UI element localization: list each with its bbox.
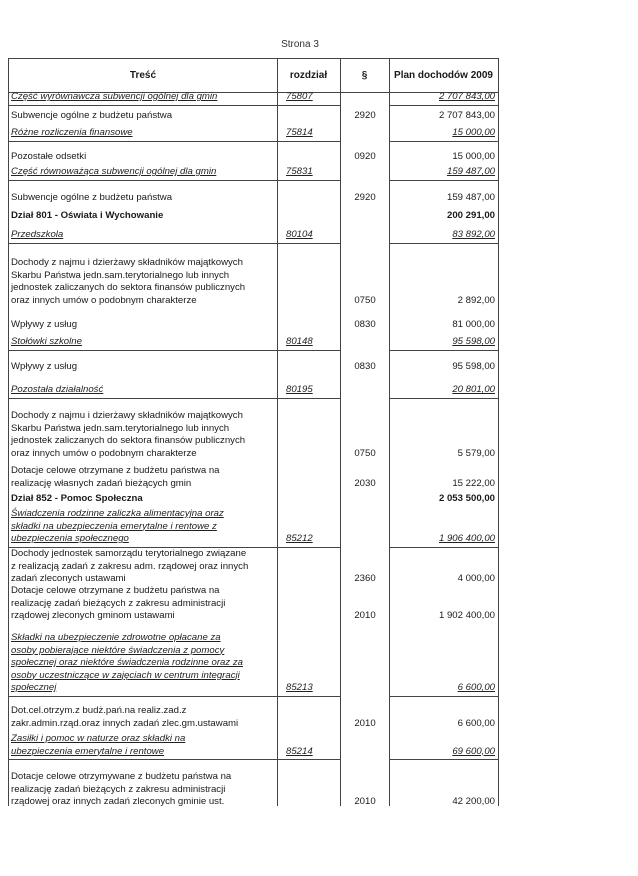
paragraf-code: 2010 [354, 717, 376, 729]
tresc-text: Dochody jednostek samorządu terytorialnego związane [11, 548, 247, 559]
rozdzial-code: 75831 [286, 166, 313, 177]
tresc-text: Świadczenia rodzinne zaliczka alimentacyjna oraz [11, 508, 224, 519]
tresc-text: Wpływy z usług [11, 361, 78, 372]
budget-table [8, 58, 499, 806]
plan-amount: 20 801,00 [452, 384, 495, 395]
plan-amount: 2 707 843,00 [438, 91, 495, 102]
row-rule [9, 180, 277, 181]
row-rule [9, 105, 277, 106]
plan-amount: 1 902 400,00 [438, 610, 495, 621]
tresc-text: Dotacje celowe otrzymywane z budżetu państwa na [11, 771, 232, 782]
tresc-text: Skarbu Państwa jedn.sam.terytorialnego lub innych [11, 269, 230, 281]
plan-amount: 2 053 500,00 [438, 493, 495, 504]
plan-amount: 2 892,00 [457, 294, 495, 306]
row-rule [277, 243, 340, 244]
paragraf-code: 2360 [354, 573, 376, 584]
tresc-text: społecznej oraz niektóre świadczenia rodzinne oraz za [11, 657, 243, 668]
tresc-text: jednostek zaliczanych do sektora finansów publicznych [11, 282, 246, 293]
tresc-text: rządowej zleconych gminom ustawami [11, 610, 175, 621]
plan-amount: 5 579,00 [457, 447, 495, 459]
row-rule [389, 759, 498, 760]
row-rule [277, 547, 340, 548]
tresc-text: Dochody z najmu i dzierżawy składników majątkowych [11, 410, 243, 421]
rozdzial-code: 80104 [286, 229, 313, 240]
row-rule [9, 243, 277, 244]
row-rule [389, 180, 498, 181]
tresc-text: składki na ubezpieczenia emerytalne i rentowe z [11, 520, 217, 532]
row-rule [9, 141, 277, 142]
tresc-text: osoby pobierające niektóre świadczenia z pomocy [11, 644, 225, 656]
tresc-text: osoby uczestniczące w zajęciach w centrum integracji [11, 669, 240, 681]
header-paragraf: § [361, 70, 368, 81]
plan-amount: 6 600,00 [457, 682, 495, 693]
row-rule [389, 105, 498, 106]
header-tresc: Treść [129, 70, 157, 81]
tresc-text: Dział 852 - Pomoc Społeczna [11, 493, 143, 504]
row-rule [277, 350, 340, 351]
paragraf-code: 0830 [354, 319, 376, 330]
tresc-text: zakr.admin.rząd.oraz innych zadań zlec.gm.ustawami [11, 717, 239, 729]
row-rule [389, 547, 498, 548]
page-number: Strona 3 [281, 39, 319, 50]
paragraf-code: 2920 [354, 110, 376, 121]
tresc-text: ubezpieczenia emerytalne i rentowe [11, 745, 165, 757]
tresc-text: Skarbu Państwa jedn.sam.terytorialnego lub innych [11, 422, 230, 434]
row-rule [9, 696, 277, 697]
plan-amount: 95 598,00 [452, 336, 495, 347]
tresc-text: Dotacje celowe otrzymane z budżetu państwa na [11, 585, 220, 596]
table-header [9, 58, 498, 93]
plan-amount: 83 892,00 [452, 229, 495, 240]
plan-amount: 200 291,00 [446, 210, 495, 221]
rozdzial-code: 80195 [286, 384, 313, 395]
tresc-text: Część wyrównawcza subwencji ogólnej dla gmin [11, 91, 218, 102]
tresc-text: Zasiłki i pomoc w naturze oraz składki na [11, 733, 186, 744]
rozdzial-code: 85212 [286, 533, 313, 544]
tresc-text: rządowej oraz innych zadań zleconych gminie ust. [11, 796, 225, 807]
paragraf-code: 0750 [354, 294, 376, 306]
tresc-text: Przedszkola [11, 229, 64, 240]
row-rule [389, 141, 498, 142]
paragraf-code: 2920 [354, 192, 376, 203]
tresc-text: Subwencje ogólne z budżetu państwa [11, 110, 173, 121]
plan-amount: 42 200,00 [452, 796, 495, 807]
row-rule [9, 350, 277, 351]
plan-amount: 6 600,00 [457, 717, 495, 729]
row-rule [389, 243, 498, 244]
header-plan: Plan dochodów 2009 [394, 70, 493, 81]
plan-amount: 15 000,00 [452, 151, 495, 162]
row-rule [389, 398, 498, 399]
tresc-text: Pozostała działalność [11, 384, 104, 395]
tresc-text: realizację własnych zadań bieżących gmin [11, 477, 192, 489]
plan-amount: 15 222,00 [452, 477, 495, 489]
tresc-text: Część równoważąca subwencji ogólnej dla gmin [11, 166, 217, 177]
rozdzial-code: 85214 [286, 745, 313, 757]
plan-amount: 69 600,00 [452, 745, 495, 757]
plan-amount: 159 487,00 [446, 192, 495, 203]
tresc-text: Pozostałe odsetki [11, 151, 87, 162]
tresc-text: Wpływy z usług [11, 319, 78, 330]
row-rule [9, 759, 277, 760]
paragraf-code: 0920 [354, 151, 376, 162]
tresc-text: zadań zleconych ustawami [11, 573, 126, 584]
rozdzial-code: 75807 [286, 91, 313, 102]
plan-amount: 4 000,00 [457, 573, 495, 584]
plan-amount: 81 000,00 [452, 319, 495, 330]
column-divider [340, 58, 341, 806]
tresc-text: jednostek zaliczanych do sektora finansów publicznych [11, 435, 246, 446]
tresc-text: Składki na ubezpieczenie zdrowotne opłacane za [11, 632, 221, 643]
tresc-text: realizację zadań bieżących z zakresu administracji [11, 597, 226, 609]
tresc-text: Różne rozliczenia finansowe [11, 127, 133, 138]
tresc-text: Dochody z najmu i dzierżawy składników majątkowych [11, 257, 243, 268]
tresc-text: Stołówki szkolne [11, 336, 82, 347]
rozdzial-code: 85213 [286, 682, 313, 693]
paragraf-code: 2030 [354, 477, 376, 489]
tresc-text: Dot.cel.otrzym.z budż.pań.na realiz.zad.z [11, 705, 187, 716]
tresc-text: oraz innych umów o podobnym charakterze [11, 447, 197, 459]
tresc-text: oraz innych umów o podobnym charakterze [11, 294, 197, 306]
row-rule [277, 141, 340, 142]
row-rule [277, 180, 340, 181]
tresc-text: z realizacją zadań z zakresu adm. rządowej oraz innych [11, 560, 249, 572]
tresc-text: ubezpieczenia społecznego [11, 533, 129, 544]
row-rule [277, 105, 340, 106]
tresc-text: realizację zadań bieżących z zakresu administracji [11, 783, 226, 795]
row-rule [277, 398, 340, 399]
plan-amount: 2 707 843,00 [438, 110, 495, 121]
row-rule [9, 398, 277, 399]
rozdzial-code: 75814 [286, 127, 313, 138]
plan-amount: 95 598,00 [452, 361, 495, 372]
header-rozdzial: rozdział [289, 70, 328, 81]
tresc-text: Dotacje celowe otrzymane z budżetu państwa na [11, 465, 220, 476]
row-rule [389, 696, 498, 697]
paragraf-code: 2010 [354, 610, 376, 621]
plan-amount: 159 487,00 [446, 166, 495, 177]
plan-amount: 1 906 400,00 [438, 533, 495, 544]
plan-amount: 15 000,00 [452, 127, 495, 138]
tresc-text: społecznej [11, 682, 57, 693]
row-rule [389, 350, 498, 351]
paragraf-code: 2010 [354, 796, 376, 807]
row-rule [277, 696, 340, 697]
column-divider [277, 58, 278, 806]
rozdzial-code: 80148 [286, 336, 313, 347]
paragraf-code: 0830 [354, 361, 376, 372]
row-rule [277, 759, 340, 760]
tresc-text: Dział 801 - Oświata i Wychowanie [11, 210, 164, 221]
paragraf-code: 0750 [354, 447, 376, 459]
tresc-text: Subwencje ogólne z budżetu państwa [11, 192, 173, 203]
